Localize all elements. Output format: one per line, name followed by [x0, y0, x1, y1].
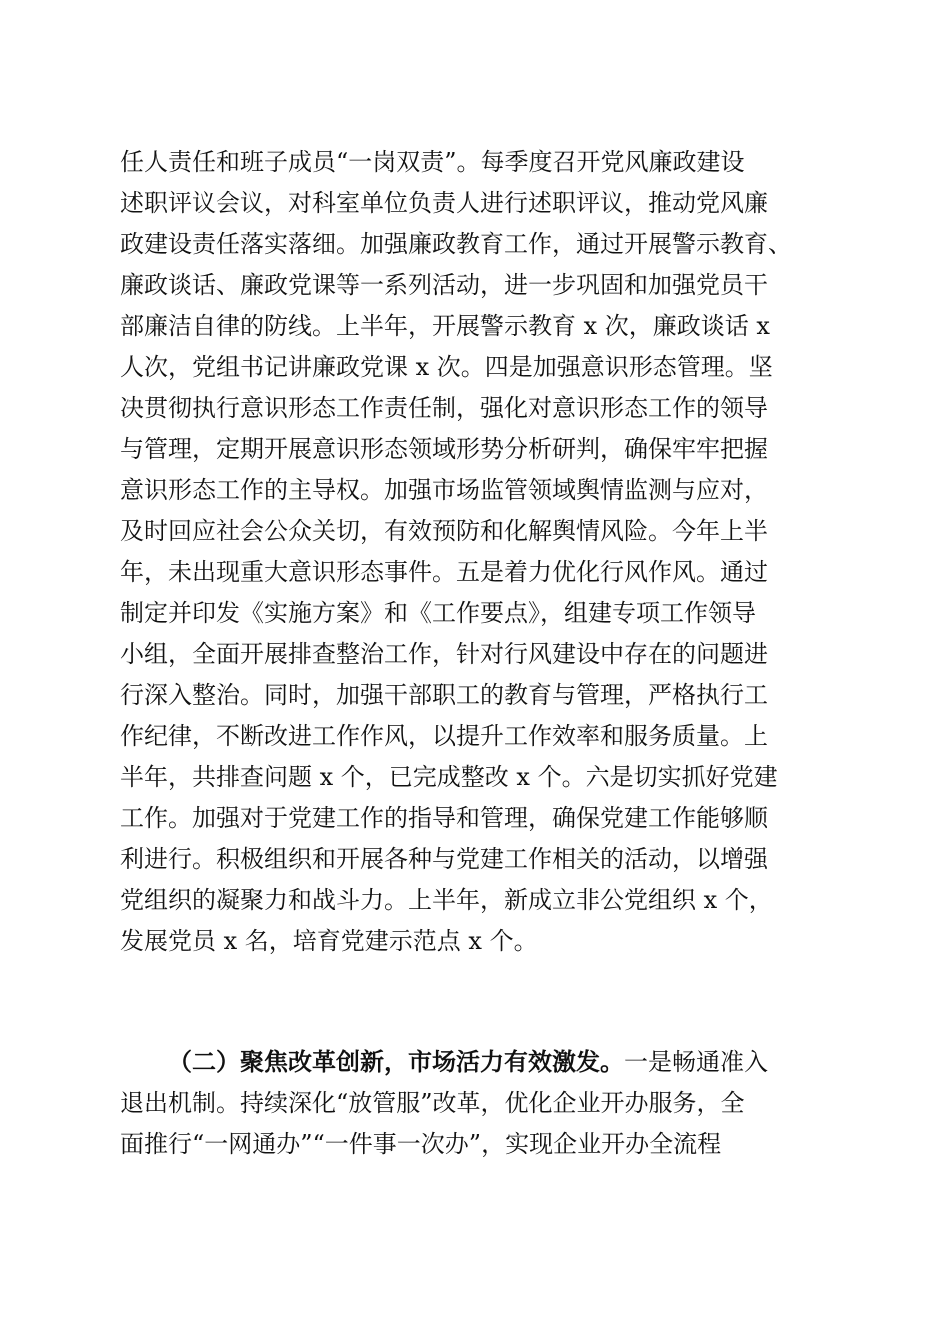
paragraph-line-16: 半年，共排查问题 x 个，已完成整改 x 个。六是切实抓好党建: [120, 763, 778, 791]
paragraph-line-2: 述职评议会议，对科室单位负责人进行述职评议，推动党风廉: [120, 189, 768, 217]
paragraph-line-19: 党组织的凝聚力和战斗力。上半年，新成立非公党组织 x 个，: [120, 886, 773, 914]
paragraph-line-3: 政建设责任落实落细。加强廉政教育工作，通过开展警示教育、: [120, 230, 792, 258]
paragraph-line-8: 与管理，定期开展意识形态领域形势分析研判，确保牢牢把握: [120, 435, 768, 463]
section-line-2: 退出机制。持续深化“放管服”改革，优化企业开办服务，全: [120, 1089, 745, 1117]
section-heading: （二）聚焦改革创新，市场活力有效激发。: [168, 1047, 624, 1076]
section-line-3: 面推行“一网通办”“一件事一次办”，实现企业开办全流程: [120, 1130, 722, 1158]
paragraph-line-18: 利进行。积极组织和开展各种与党建工作相关的活动，以增强: [120, 845, 768, 873]
paragraph-line-4: 廉政谈话、廉政党课等一系列活动，进一步巩固和加强党员干: [120, 271, 768, 299]
paragraph-line-12: 制定并印发《实施方案》和《工作要点》，组建专项工作领导: [120, 599, 756, 627]
paragraph-line-17: 工作。加强对于党建工作的指导和管理，确保党建工作能够顺: [120, 804, 768, 832]
paragraph-line-15: 作纪律，不断改进工作作风，以提升工作效率和服务质量。上: [120, 722, 768, 750]
paragraph-line-9: 意识形态工作的主导权。加强市场监管领域舆情监测与应对，: [120, 476, 768, 504]
paragraph-line-11: 年，未出现重大意识形态事件。五是着力优化行风作风。通过: [120, 558, 768, 586]
paragraph-line-13: 小组，全面开展排查整治工作，针对行风建设中存在的问题进: [120, 640, 768, 668]
paragraph-line-10: 及时回应社会公众关切，有效预防和化解舆情风险。今年上半: [120, 517, 768, 545]
section-heading-rest: 一是畅通准入: [624, 1048, 768, 1076]
paragraph-line-5: 部廉洁自律的防线。上半年，开展警示教育 x 次，廉政谈话 x: [120, 312, 770, 340]
paragraph-line-14: 行深入整治。同时，加强干部职工的教育与管理，严格执行工: [120, 681, 768, 709]
section-heading-line: [168, 1040, 888, 1084]
paragraph-line-7: 决贯彻执行意识形态工作责任制，强化对意识形态工作的领导: [120, 394, 768, 422]
paragraph-line-6: 人次，党组书记讲廉政党课 x 次。四是加强意识形态管理。坚: [120, 353, 773, 381]
paragraph-line-20: 发展党员 x 名，培育党建示范点 x 个。: [120, 927, 538, 955]
paragraph-line-1: 任人责任和班子成员“一岗双责”。每季度召开党风廉政建设: [120, 148, 745, 176]
